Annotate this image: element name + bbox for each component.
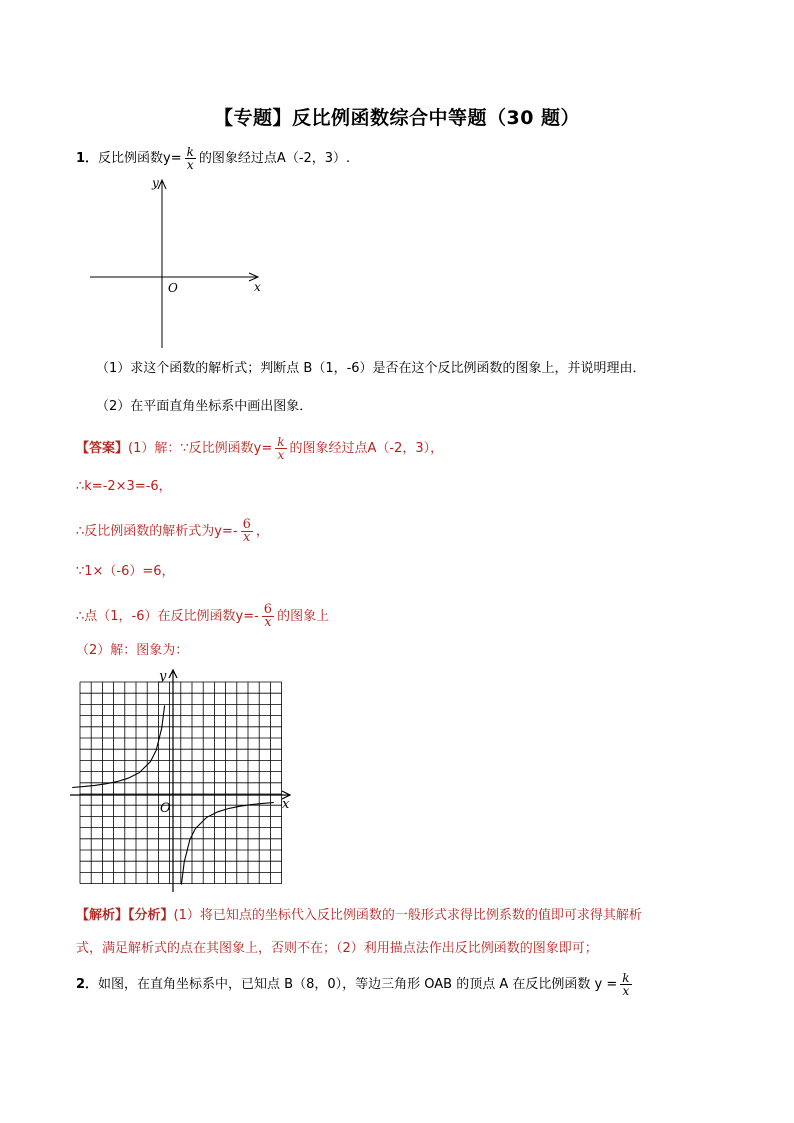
stem-suffix: 的图象经过点A（-2，3）.	[198, 151, 351, 166]
question-number: 2．	[76, 977, 99, 992]
axis-y-label: y	[152, 176, 159, 190]
graph-x-label: x	[282, 797, 290, 812]
axis-x-label: x	[254, 280, 261, 294]
analysis-line-1: 【解析】【分析】(1）将已知点的坐标代入反比例函数的一般形式求得比例系数的值即可求得其解析	[76, 908, 642, 923]
answer-tag: 【答案】	[76, 441, 129, 456]
answer-line-1: 【答案】(1）解：∵反比例函数y= $\frac{k}{x}$ 的图象经过点A（-2，3），	[76, 435, 444, 462]
fraction-6-over-x: $\frac{6}{x}$	[242, 517, 251, 545]
fraction-k-over-x: $\frac{k}{x}$	[622, 971, 630, 998]
answer-part-2: （2）解：图象为：	[76, 643, 189, 658]
origin-label: O	[168, 281, 178, 295]
analysis-tag: 【解析】【分析】	[76, 908, 174, 923]
question-1-part-1: （1）求这个函数的解析式；判断点 B（1，-6）是否在这个反比例函数的图象上，并说明理由．	[96, 361, 646, 376]
page-title: 【专题】反比例函数综合中等题（30 题）	[213, 107, 581, 129]
axes	[70, 670, 290, 892]
question-number: 1．	[76, 151, 99, 166]
fraction-6-over-x: $\frac{6}{x}$	[263, 602, 273, 630]
question-1-part-2: （2）在平面直角坐标系中画出图象．	[96, 399, 313, 414]
stem-prefix: 反比例函数y=	[98, 151, 182, 166]
graph-y-label: y	[159, 669, 167, 684]
graph-origin-label: O	[160, 801, 171, 816]
answer-line-3: ∴反比例函数的解析式为y=- $\frac{6}{x}$ ，	[76, 517, 269, 545]
fraction-k-over-x: $\frac{k}{x}$	[186, 145, 194, 172]
answer-line-4: ∵1×（-6）=6，	[76, 564, 175, 579]
fraction-k-over-x: $\frac{k}{x}$	[277, 435, 285, 462]
hyperbola-branch-1	[72, 705, 164, 787]
empty-coordinate-system	[82, 172, 272, 354]
answer-line-2: ∴k=-2×3=-6，	[76, 479, 172, 494]
question-1-stem	[76, 146, 350, 171]
hyperbola-graph	[68, 666, 298, 896]
analysis-line-2: 式，满足解析式的点在其图象上，否则不在；（2）利用描点法作出反比例函数的图象即可；	[76, 941, 598, 956]
answer-line-5: ∴点（1，-6）在反比例函数y=- $\frac{6}{x}$ 的图象上	[76, 602, 330, 630]
question-2-stem: 2．如图，在直角坐标系中，已知点 B（8，0），等边三角形 OAB 的顶点 A 在反比例函数 y = $\frac{k}{x}$	[76, 971, 630, 998]
